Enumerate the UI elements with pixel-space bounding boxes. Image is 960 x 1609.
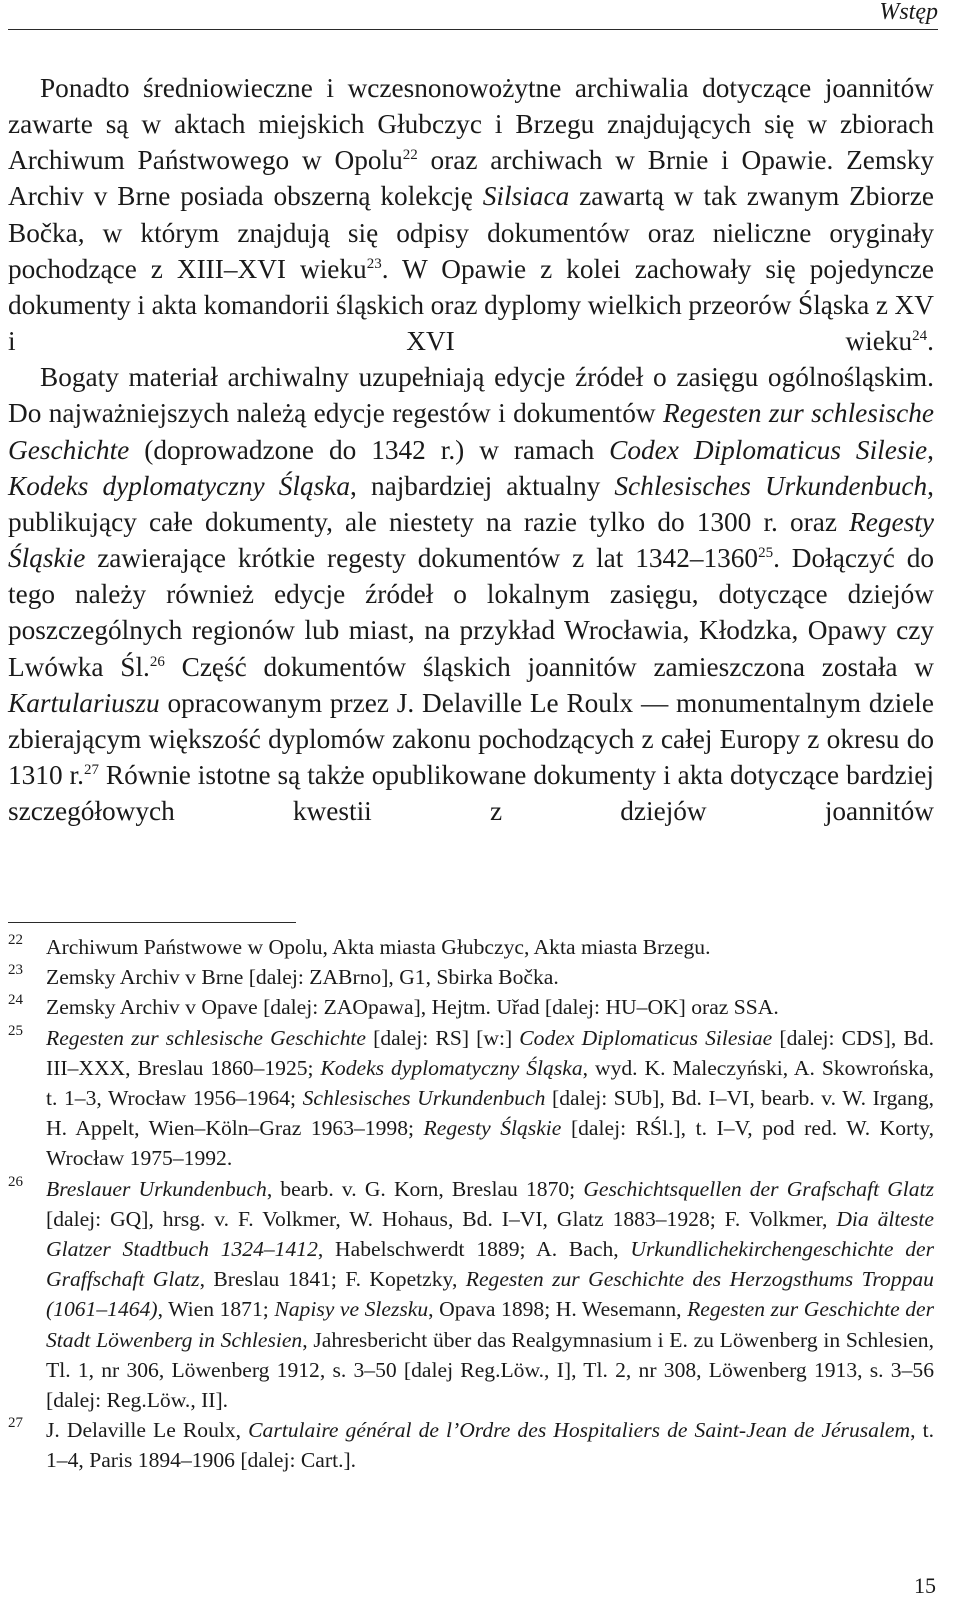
text-run: Bogaty materiał archiwalny uzupełniają edycje źródeł o zasięgu ogólnośląskim. Do najważniejszych należą edycje regestów i dokumentów bbox=[8, 362, 934, 429]
footnote-number: 22 bbox=[8, 932, 23, 948]
paragraph-2 bbox=[8, 359, 934, 829]
italic-title: Regesten zur Geschichte der Stadt Löwenberg in Schlesien bbox=[46, 1297, 935, 1352]
italic-title: Regesten zur Geschichte des Herzogsthums Troppau (1061–1464) bbox=[46, 1267, 934, 1322]
footnote-text: [dalej: GQ], hrsg. v. F. Volkmer, W. Hohaus, Bd. I–VI, Glatz 1883–1928; F. Volkmer, bbox=[46, 1206, 837, 1231]
text-run: . bbox=[927, 326, 934, 357]
footnote-22 bbox=[8, 932, 934, 962]
footnote-text: J. Delaville Le Roulx, bbox=[46, 1418, 249, 1443]
footnote-text: , Opava 1898; H. Wesemann, bbox=[428, 1297, 688, 1322]
footnote-text: [dalej: RS] [w:] bbox=[366, 1025, 520, 1050]
italic-title: Schlesisches Urkundenbuch bbox=[302, 1086, 546, 1111]
italic-title: Cartulaire général de l’Ordre des Hospitaliers de Saint-Jean de Jérusalem bbox=[248, 1418, 911, 1443]
text-run: oraz archiwach w Brnie i Opawie. Zemsky Archiv v Brne posiada obszerną kolekcję bbox=[8, 145, 935, 212]
text-run: , publikujący całe dokumenty, ale niestety na razie tylko do 1300 r. oraz bbox=[8, 470, 934, 537]
text-run: , bbox=[927, 434, 934, 465]
footnote-text: Zemsky Archiv v Brne [dalej: ZABrno], G1, Sbirka Bočka. bbox=[46, 965, 559, 990]
text-run: . Dołączyć do tego należy również edycje źródeł o lokalnym zasięgu, dotyczące dziejów poszczególnych regionów lub miast, na przykład Wrocławia, Kłodzka, Opawy czy Lwówka Śl. bbox=[8, 543, 935, 682]
italic-title: Codex Diplomaticus Silesiae bbox=[519, 1025, 773, 1050]
running-header bbox=[8, 0, 938, 30]
text-run: Część dokumentów śląskich joannitów zamieszczona została w bbox=[164, 651, 934, 682]
italic-title: Kodeks dyplomatyczny Śląska bbox=[8, 470, 351, 501]
footnote-text: , wyd. K. Maleczyński, A. Skowrońska, t. 1–3, Wrocław 1956–1964; bbox=[46, 1055, 934, 1111]
footnote-25 bbox=[8, 1023, 934, 1174]
footnote-text: , Breslau 1841; F. Kopetzky, bbox=[199, 1267, 466, 1292]
text-run: Ponadto średniowieczne i wczesnonowożytne archiwalia dotyczące joannitów zawarte są w aktach miejskich Głubczyc i Brzegu znajdujących się w zbiorach Archiwum Państwowego w Opolu bbox=[8, 73, 934, 176]
footnotes bbox=[8, 932, 934, 1476]
italic-title: Dia älteste Glatzer Stadtbuch 1324–1412 bbox=[46, 1206, 934, 1262]
footnote-text: , Jahresbericht über das Realgymnasium i E. zu Löwenberg in Schlesien, Tl. 1, nr 306, Löwenberg 1912, s. 3–50 [dalej Reg.Löw., I], Tl. 2, nr 308, Löwenberg 1913, s. 3–56 [dalej: Reg.Löw., II]. bbox=[46, 1327, 934, 1413]
italic-title: Schlesisches Urkundenbuch bbox=[614, 470, 928, 501]
footnote-ref-27[interactable]: 27 bbox=[83, 761, 99, 778]
italic-title: Codex Diplomaticus Silesie bbox=[609, 434, 928, 465]
footnote-number: 23 bbox=[8, 962, 23, 979]
paragraph-1 bbox=[8, 70, 934, 359]
text-run: , najbardziej aktualny bbox=[350, 470, 615, 501]
running-header-title: Wstęp bbox=[879, 0, 938, 25]
italic-title: Regesty Śląskie bbox=[8, 506, 934, 574]
footnote-separator bbox=[8, 922, 296, 923]
italic-title: Kartulariuszu bbox=[8, 687, 160, 718]
text-run: zawartą w tak zwanym Zbiorze Bočka, w którym znajdują się odpisy dokumentów oraz nieliczne oryginały pochodzące z XIII–XVI wieku bbox=[8, 181, 934, 284]
footnote-ref-22[interactable]: 22 bbox=[402, 147, 418, 164]
italic-title: Kodeks dyplomatyczny Śląska bbox=[320, 1055, 583, 1080]
footnote-ref-26[interactable]: 26 bbox=[149, 653, 165, 670]
footnote-number: 24 bbox=[8, 992, 23, 1009]
footnote-number: 26 bbox=[8, 1173, 23, 1190]
footnote-text: [dalej: SUb], Bd. I–VI, bearb. v. W. Irgang, H. Appelt, Wien–Köln–Graz 1963–1998; bbox=[46, 1086, 934, 1141]
footnote-text: [dalej: CDS], Bd. III–XXX, Breslau 1860–1925; bbox=[46, 1025, 934, 1080]
footnote-text: [dalej: RŚl.], t. I–V, pod red. W. Korty, Wrocław 1975–1992. bbox=[46, 1116, 934, 1171]
footnote-number: 25 bbox=[8, 1022, 23, 1039]
italic-title: Regesty Śląskie bbox=[423, 1116, 562, 1141]
text-run: (doprowadzone do 1342 r.) w ramach bbox=[129, 434, 610, 465]
footnote-text: Archiwum Państwowe w Opolu, Akta miasta Głubczyc, Akta miasta Brzegu. bbox=[46, 935, 711, 959]
footnote-text: , Habelschwerdt 1889; A. Bach, bbox=[317, 1237, 631, 1262]
footnote-text: Zemsky Archiv v Opave [dalej: ZAOpawa], Hejtm. Uřad [dalej: HU–OK] oraz SSA. bbox=[46, 995, 779, 1020]
footnote-ref-25[interactable]: 25 bbox=[758, 545, 774, 562]
footnote-23 bbox=[8, 962, 934, 992]
italic-title: Breslauer Urkundenbuch bbox=[46, 1176, 267, 1201]
text-run: zawierające krótkie regesty dokumentów z lat 1342–1360 bbox=[85, 543, 759, 574]
footnote-number: 27 bbox=[8, 1415, 23, 1432]
footnote-ref-24[interactable]: 24 bbox=[912, 328, 928, 345]
italic-title: Geschichtsquellen der Grafschaft Glatz bbox=[583, 1176, 934, 1201]
italic-title: Regesten zur schlesische Geschichte bbox=[46, 1025, 367, 1050]
text-run: Równie istotne są także opublikowane dokumenty i akta dotyczące bardziej szczegółowych kwestii z dziejów joannitów bbox=[8, 759, 934, 827]
text-run: opracowanym przez J. Delaville Le Roulx — monumentalnym dziele zbierającym większość dyplomów zakonu pochodzących z całej Europy z okresu do 1310 r. bbox=[8, 687, 934, 790]
page-number: 15 bbox=[914, 1573, 936, 1598]
text-run: . W Opawie z kolei zachowały się pojedyncze dokumenty i akta komandorii śląskich oraz dyplomy wielkich przeorów Śląska z XV i XVI wieku bbox=[8, 253, 934, 357]
footnote-ref-23[interactable]: 23 bbox=[366, 255, 382, 272]
footnote-text: , t. 1–4, Paris 1894–1906 [dalej: Cart.]. bbox=[46, 1418, 934, 1473]
footnote-27 bbox=[8, 1415, 934, 1475]
footnote-text: , Wien 1871; bbox=[157, 1297, 275, 1322]
main-text bbox=[8, 70, 934, 829]
footnote-text: , bearb. v. G. Korn, Breslau 1870; bbox=[266, 1176, 584, 1201]
italic-title: Urkundlichekirchengeschichte der Graffschaft Glatz bbox=[46, 1237, 934, 1292]
italic-title: Napisy ve Slezsku bbox=[274, 1297, 429, 1322]
italic-title: Silsiaca bbox=[482, 181, 570, 212]
footnote-24 bbox=[8, 992, 934, 1022]
italic-title: Regesten zur schlesische Geschichte bbox=[8, 398, 934, 465]
footnote-26 bbox=[8, 1174, 934, 1416]
